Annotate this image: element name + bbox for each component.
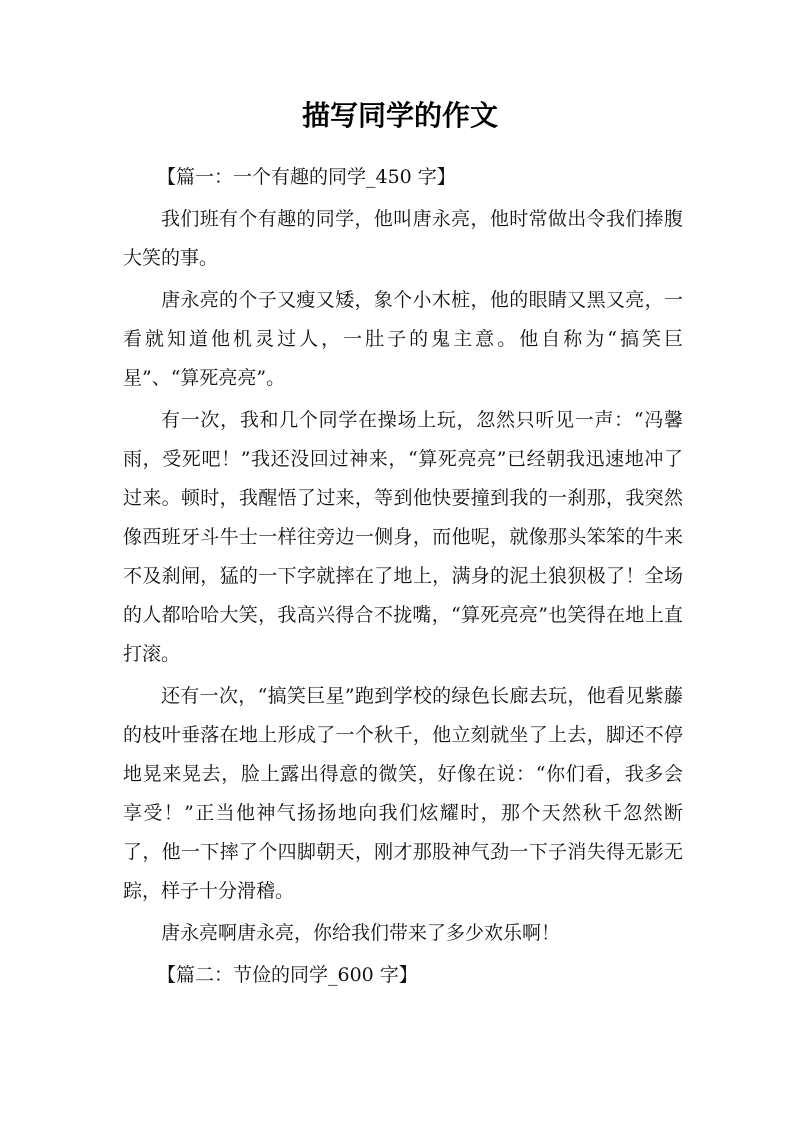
paragraph: 我们班有个有趣的同学，他叫唐永亮，他时常做出令我们捧腹大笑的事。 bbox=[123, 208, 683, 269]
paragraph: 唐永亮啊唐永亮，你给我们带来了多少欢乐啊！ bbox=[161, 922, 561, 944]
section-heading-2: 【篇二：节俭的同学_600 字】 bbox=[157, 964, 418, 986]
paragraph: 还有一次，“搞笑巨星”跑到学校的绿色长廊去玩，他看见紫藤的枝叶垂落在地上形成了一个秋千，他立刻就坐了上去，脚还不停地晃来晃去，脸上露出得意的微笑，好像在说：“你们看，我多会享受！”正当他神气扬扬地向我们炫耀时，那个天然秋千忽然断了，他一下摔了个四脚朝天，刚才那股神气劲一下子消失得无影无踪，样子十分滑稽。 bbox=[123, 685, 683, 902]
paragraph: 唐永亮的个子又瘦又矮，象个小木桩，他的眼睛又黑又亮，一看就知道他机灵过人，一肚子的鬼主意。他自称为“搞笑巨星”、“算死亮亮”。 bbox=[123, 289, 683, 389]
section-heading-1: 【篇一：一个有趣的同学_450 字】 bbox=[157, 166, 456, 188]
document-title: 描写同学的作文 bbox=[301, 99, 498, 132]
paragraph: 有一次，我和几个同学在操场上玩，忽然只听见一声：“冯馨雨，受死吧！”我还没回过神来，“算死亮亮”已经朝我迅速地冲了过来。顿时，我醒悟了过来，等到他快要撞到我的一刹那，我突然像西班牙斗牛士一样往旁边一侧身，而他呢，就像那头笨笨的牛来不及刹闸，猛的一下字就摔在了地上，满身的泥土狼狈极了！全场的人都哈哈大笑，我高兴得合不拢嘴，“算死亮亮”也笑得在地上直打滚。 bbox=[123, 409, 683, 665]
document-body bbox=[123, 158, 683, 998]
